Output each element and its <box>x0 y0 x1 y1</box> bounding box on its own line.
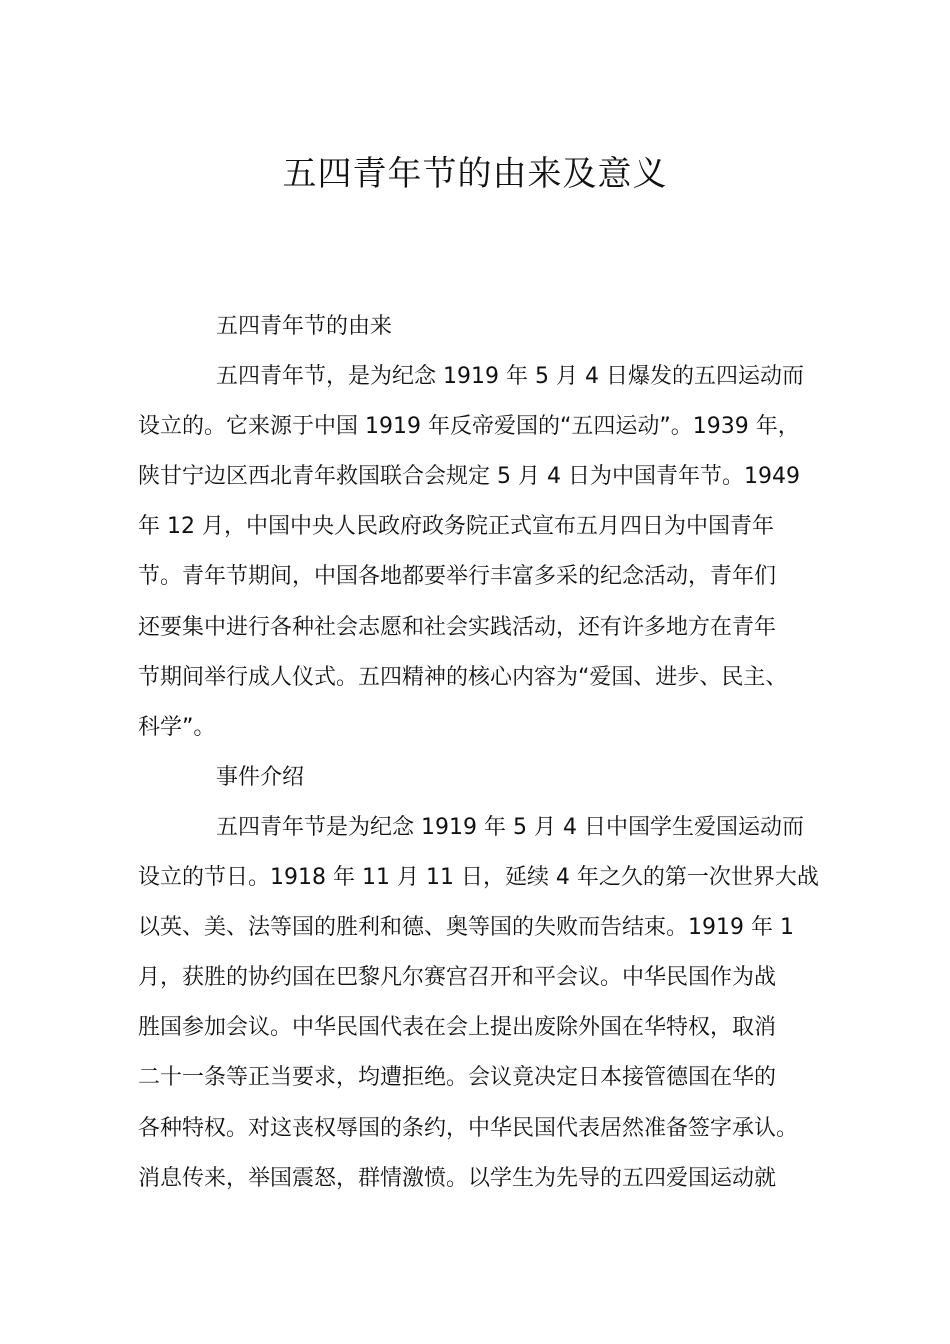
paragraph-line: 还要集中进行各种社会志愿和社会实践活动，还有许多地方在青年 <box>138 614 777 640</box>
paragraph-line: 年 12 月，中国中央人民政府政务院正式宣布五月四日为中国青年 <box>138 514 774 540</box>
paragraph-line: 科学”。 <box>138 714 216 740</box>
paragraph-line: 设立的。它来源于中国 1919 年反帝爱国的“五四运动”。1939 年， <box>138 414 800 440</box>
paragraph-line: 节。青年节期间，中国各地都要举行丰富多采的纪念活动，青年们 <box>138 564 777 590</box>
paragraph-line: 月，获胜的协约国在巴黎凡尔赛宫召开和平会议。中华民国作为战 <box>138 965 777 991</box>
paragraph-line: 以英、美、法等国的胜利和德、奥等国的失败而告结束。1919 年 1 <box>138 915 794 941</box>
paragraph-line: 陕甘宁边区西北青年救国联合会规定 5 月 4 日为中国青年节。1949 <box>138 464 800 490</box>
paragraph-line: 五四青年节，是为纪念 1919 年 5 月 4 日爆发的五四运动而 <box>216 364 804 390</box>
page-title: 五四青年节的由来及意义 <box>282 154 668 194</box>
section-heading-event: 事件介绍 <box>216 764 305 790</box>
paragraph-line: 消息传来，举国震怒，群情激愤。以学生为先导的五四爱国运动就 <box>138 1165 777 1191</box>
paragraph-line: 胜国参加会议。中华民国代表在会上提出废除外国在华特权，取消 <box>138 1015 777 1041</box>
paragraph-line: 五四青年节是为纪念 1919 年 5 月 4 日中国学生爱国运动而 <box>216 814 804 840</box>
paragraph-line: 二十一条等正当要求，均遭拒绝。会议竟决定日本接管德国在华的 <box>138 1065 777 1091</box>
paragraph-line: 各种特权。对这丧权辱国的条约，中华民国代表居然准备签字承认。 <box>138 1115 799 1141</box>
document-body <box>138 302 838 1204</box>
paragraph-line: 设立的节日。1918 年 11 月 11 日，延续 4 年之久的第一次世界大战 <box>138 865 819 891</box>
section-heading-origin: 五四青年节的由来 <box>216 314 393 339</box>
paragraph-line: 节期间举行成人仪式。五四精神的核心内容为“爱国、进步、民主、 <box>138 664 788 690</box>
